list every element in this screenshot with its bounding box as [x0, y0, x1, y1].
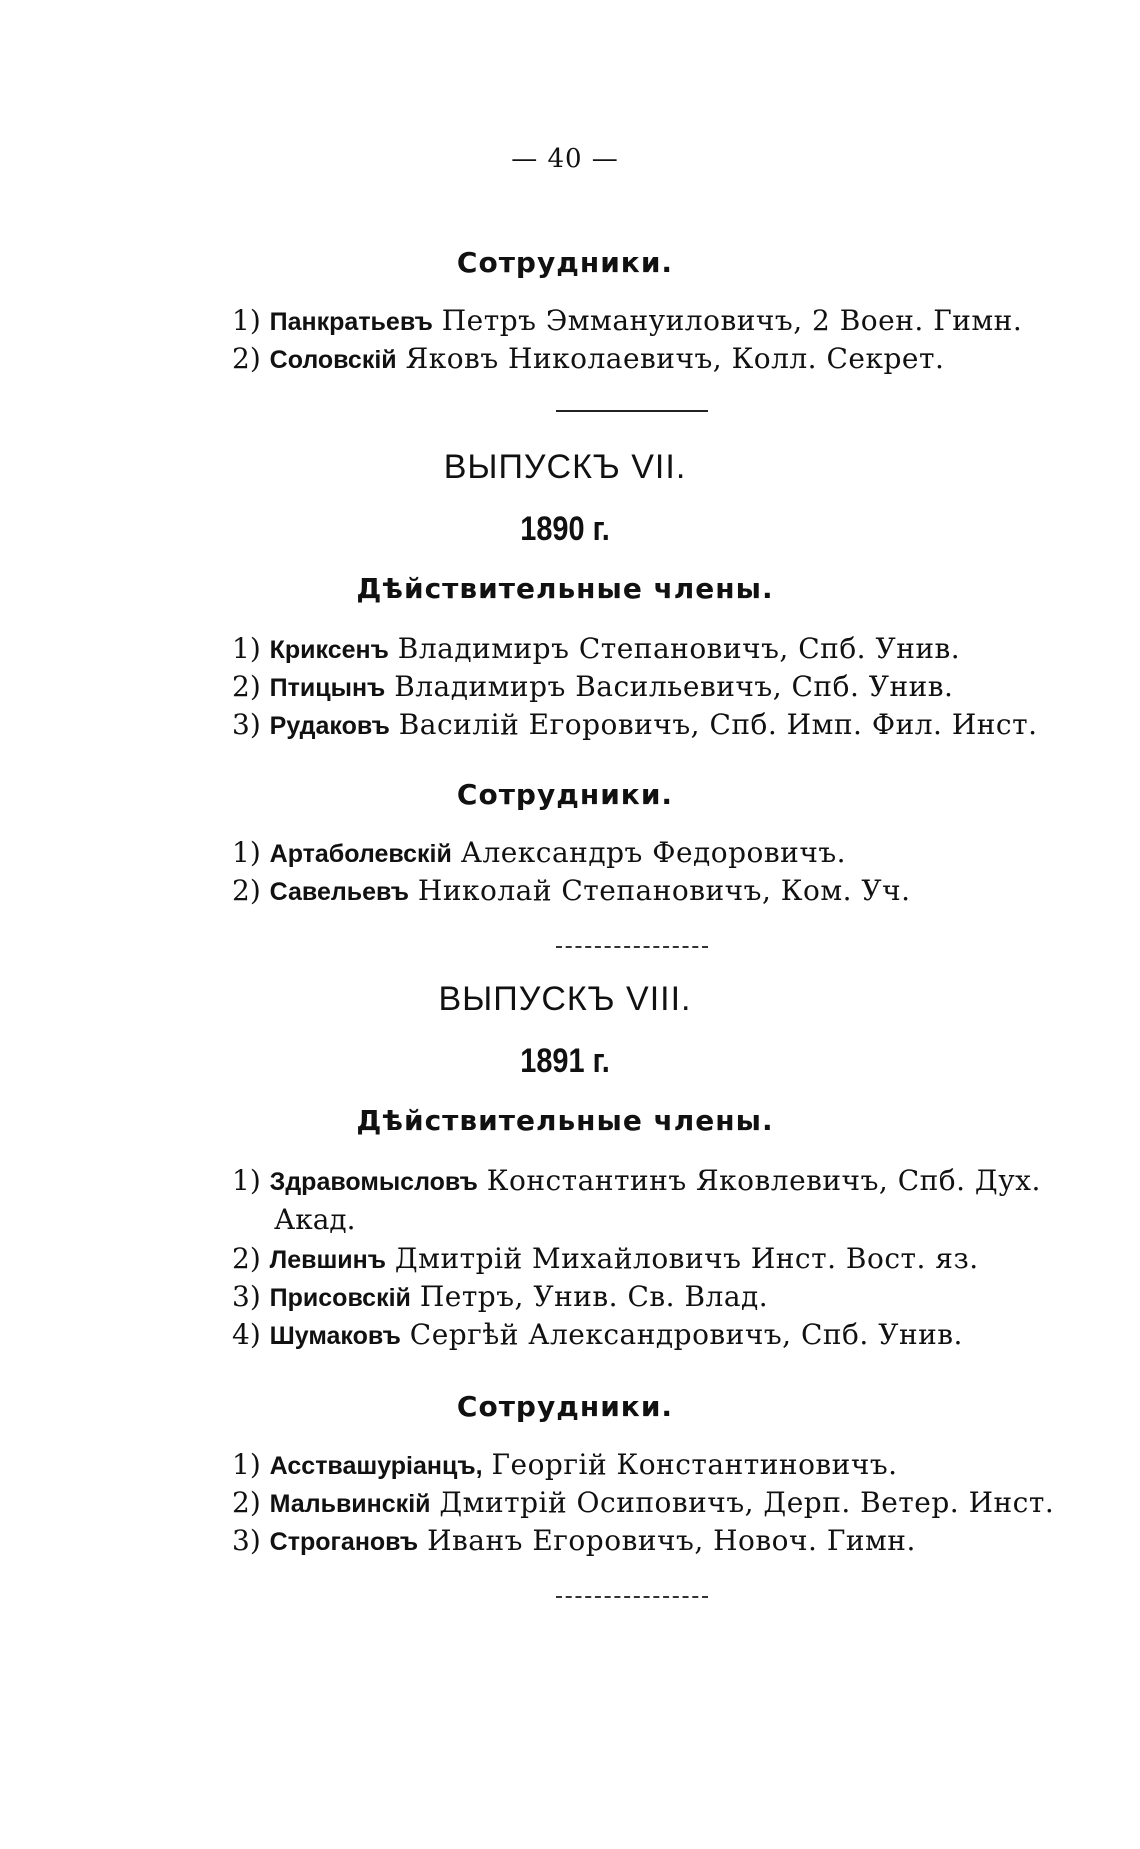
item-number: 1): [232, 836, 261, 869]
person-surname: Шумаковъ: [269, 1322, 401, 1350]
person-surname: Панкратьевъ: [269, 308, 433, 336]
person-surname: Левшинъ: [269, 1246, 387, 1274]
item-number: 2): [232, 1486, 261, 1519]
section-divider: [556, 410, 708, 412]
person-details: Владимиръ Степановичъ, Спб. Унив.: [397, 632, 961, 665]
list-item: [232, 1278, 1062, 1317]
item-number: 1): [232, 632, 261, 665]
person-surname: Соловскій: [269, 346, 397, 374]
person-surname: Присовскій: [269, 1284, 411, 1312]
list-item: [232, 1240, 1062, 1279]
person-details-continued: Акад.: [274, 1203, 356, 1236]
section-divider: [556, 946, 708, 948]
person-surname: Асствашуріанцъ,: [269, 1452, 483, 1480]
list-item: [232, 1162, 1062, 1239]
person-details: Николай Степановичъ, Ком. Уч.: [417, 874, 911, 907]
issue-year: 1891 г.: [520, 1042, 610, 1080]
person-details: Александръ Федоровичъ.: [460, 836, 847, 869]
section-heading-members: Дѣйствительные члены.: [356, 1104, 774, 1137]
list-item: [232, 872, 1062, 911]
person-surname: Мальвинскій: [269, 1490, 431, 1518]
item-number: 1): [232, 304, 261, 337]
list-item: [232, 668, 1062, 707]
person-details: Василій Егоровичъ, Спб. Имп. Фил. Инст.: [398, 708, 1038, 741]
list-item: [232, 1484, 1062, 1523]
list-item: [232, 706, 1062, 745]
person-details: Иванъ Егоровичъ, Новоч. Гимн.: [427, 1524, 916, 1557]
person-details: Петръ, Унив. Св. Влад.: [419, 1280, 769, 1313]
section-heading-members: Дѣйствительные члены.: [356, 572, 774, 605]
person-surname: Артаболевскій: [269, 840, 452, 868]
list-item: [232, 1522, 1062, 1561]
section-heading-staff-top: Сотрудники.: [456, 246, 674, 279]
item-number: 3): [232, 708, 261, 741]
section-heading-staff: Сотрудники.: [456, 1390, 674, 1423]
item-number: 1): [232, 1448, 261, 1481]
page-number: — 40 —: [511, 144, 619, 174]
list-item: [232, 1446, 1062, 1485]
item-number: 2): [232, 342, 261, 375]
person-surname: Савельевъ: [269, 878, 409, 906]
item-number: 4): [232, 1318, 261, 1351]
person-surname: Строгановъ: [269, 1528, 419, 1556]
list-item: [232, 302, 1062, 341]
person-details: Владимиръ Васильевичъ, Спб. Унив.: [394, 670, 954, 703]
section-divider: [556, 1596, 708, 1598]
person-details: Петръ Эммануиловичъ, 2 Воен. Гимн.: [441, 304, 1023, 337]
person-surname: Птицынъ: [269, 674, 386, 702]
list-item: [232, 834, 1062, 873]
issue-title: ВЫПУСКЪ VIII.: [438, 980, 692, 1018]
section-heading-staff: Сотрудники.: [456, 778, 674, 811]
item-number: 1): [232, 1164, 261, 1197]
person-surname: Криксенъ: [269, 636, 389, 664]
person-details: Сергѣй Александровичъ, Спб. Унив.: [409, 1318, 963, 1351]
person-details: Константинъ Яковлевичъ, Спб. Дух.: [486, 1164, 1041, 1197]
issue-year: 1890 г.: [520, 510, 610, 548]
list-item: [232, 630, 1062, 669]
list-item: [232, 1316, 1062, 1355]
item-number: 2): [232, 670, 261, 703]
item-number: 2): [232, 1242, 261, 1275]
person-details: Дмитрій Осиповичъ, Дерп. Ветер. Инст.: [439, 1486, 1055, 1519]
person-details: Дмитрій Михайловичъ Инст. Вост. яз.: [394, 1242, 979, 1275]
person-details: Георгій Константиновичъ.: [491, 1448, 898, 1481]
item-number: 2): [232, 874, 261, 907]
issue-title: ВЫПУСКЪ VII.: [443, 448, 687, 486]
list-item: [232, 340, 1062, 379]
person-surname: Здравомысловъ: [269, 1168, 478, 1196]
person-surname: Рудаковъ: [269, 712, 390, 740]
person-details: Яковъ Николаевичъ, Колл. Секрет.: [405, 342, 945, 375]
item-number: 3): [232, 1280, 261, 1313]
item-number: 3): [232, 1524, 261, 1557]
